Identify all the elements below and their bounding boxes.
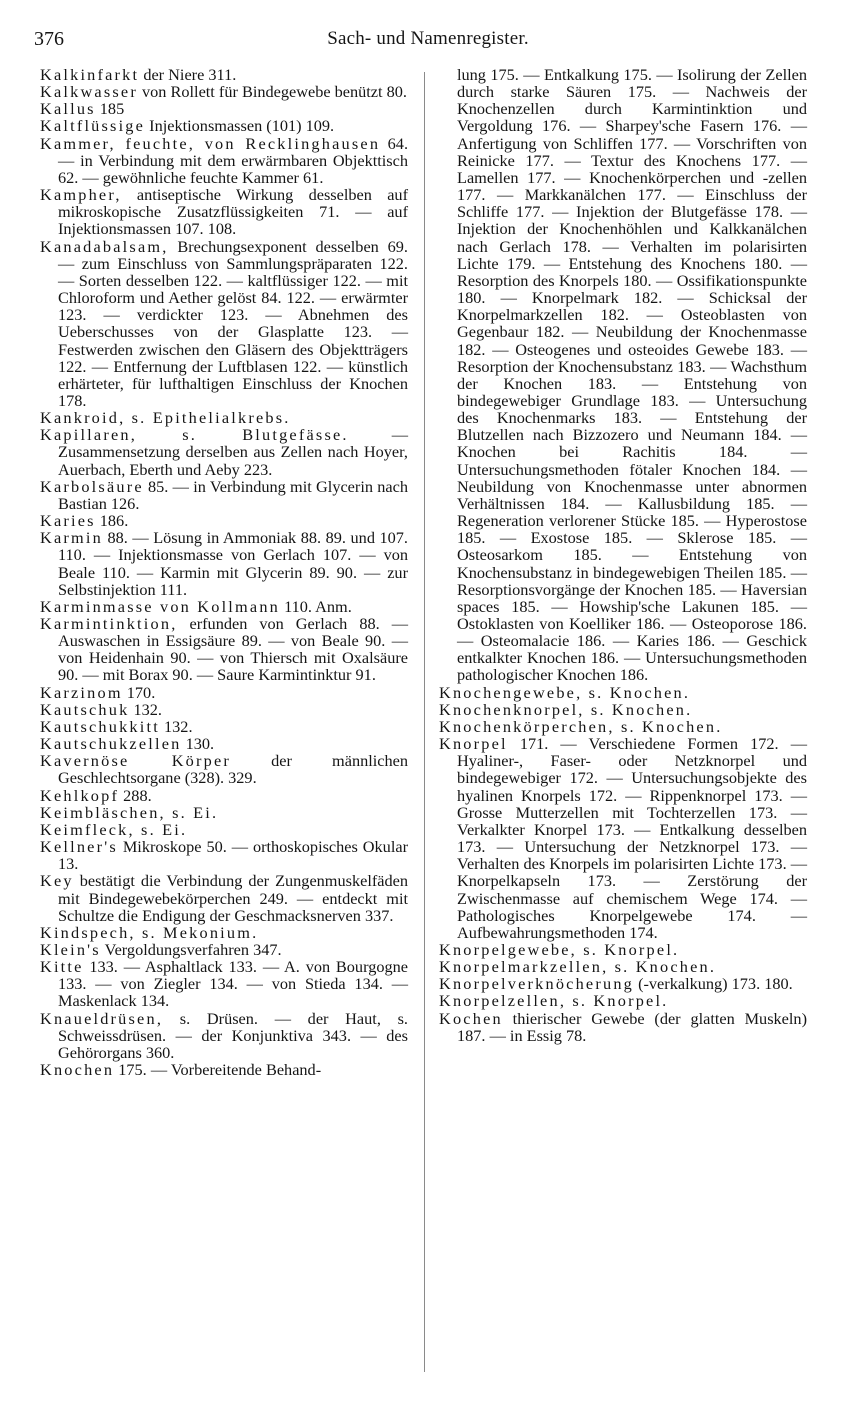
index-entry [439,975,807,992]
entry-keyword: Kehlkopf [40,785,120,805]
entry-text: lung 175. — Entkalkung 175. — Isolirung der Zellen durch starke Säuren 175. — Nachweis der Knochenzellen durch Karmintinktion und Vergoldung 176. — Sharpey'sche Fasern 176. — Anfertigung von Schliffen 177. — Vorschriften von Reinicke 177. — Textur des Knochens 177. — Lamellen 177. — Knochenkörperchen und -zellen 177. — Markkanälchen 177. — Einschluss der Schliffe 177. — Injektion der Blutgefässe 178. — Injektion der Knochenhöhlen und Kalkkanälchen nach Gerlach 178. — Verhalten im polarisirten Lichte 179. — Entstehung des Knochens 180. — Resorption des Knorpels 180. — Ossifikationspunkte 180. — Knorpelmark 182. — Schicksal der Knorpelmarkzellen 182. — Osteoblasten von Gegenbaur 182. — Neubildung der Knochenmasse 182. — Osteogenes und osteoides Gewebe 183. — Resorption der Knochensubstanz 183. — Wachsthum der Knochen 183. — Entstehung von bindegewebiger Grundlage 183. — Untersuchung des Knochenmarks 183. — Entstehung der Blutzellen nach Bizzozero und Neumann 184. — Knochen bei Rachitis 184. — Untersuchungsmethoden fötaler Knochen 184. — Neubildung von Knochenmasse unter abnormen Verhältnissen 184. — Kallusbildung 185. — Regeneration verlorener Stücke 185. — Hyperostose 185. — Exostose 185. — Sklerose 185. — Osteosarkom 185. — Entstehung von Knochensubstanz in bindegewebigen Theilen 185. — Resorptionsvorgänge der Knochen 185. — Haversian spaces 185. — Howship'sche Lakunen 185. — Ostoklasten von Koelliker 186. — Osteoporose 186. — Osteomalacie 186. — Karies 186. — Geschick entkalkter Knochen 186. — Untersuchungsmethoden pathologischer Knochen 186. [457,65,807,685]
entry-text: 185 [95,99,125,119]
index-entry [40,478,408,512]
entry-keyword: Kellner's [40,837,118,857]
entry-keyword: Kalkinfarkt [40,65,140,84]
entry-text: 130. [181,734,215,754]
entry-text: — Zusammensetzung derselben aus Zellen nach Hoyer, Auerbach, Eberth und Aeby 223. [58,425,408,479]
index-entry [439,941,807,958]
entry-keyword: Knorpelverknöcherung [439,974,634,994]
entry-text: 175. — Vorbereitende Behand- [114,1060,322,1080]
index-entry [40,752,408,786]
entry-text: antiseptische Wirkung desselben auf mikroskopische Zusatzflüssigkeiten 71. — auf Injektionsmassen 107. 108. [58,185,408,239]
entry-keyword: Knochenkörperchen, s. Knochen. [439,716,723,736]
entry-text: 85. — in Verbindung mit Glycerin nach Bastian 126. [58,476,408,513]
index-entry [40,100,408,117]
index-entry [40,1010,408,1061]
entry-text: 132. [159,716,193,736]
index-entry [40,804,408,821]
index-entry [40,684,408,701]
entry-keyword: Kautschukkitt [40,716,160,736]
entry-text: Brechungsexponent desselben 69. — zum Einschluss von Sammlungspräparaten 122. — Sorten desselben 122. — kaltflüssiger 122. — mit Chloroform und Aether gelöst 84. 122. — erwärmter 123. — verdickter 123. — Abnehmen des Ueberschusses von der Glasplatte 123. — Festwerden zwischen den Gläsern des Objektträgers 122. — Entfernung der Luftblasen 122. — künstlich erhärteter, für lufthaltigen Einschluss der Knochen 178. [58,236,408,410]
entry-keyword: Karminmasse von Kollmann [40,596,281,616]
index-entry [439,701,807,718]
entry-keyword: Keimbläschen, s. Ei. [40,802,219,822]
index-entry [40,872,408,923]
page-header [34,28,822,52]
entry-keyword: Kammer, feuchte, von Recklinghausen [40,133,381,153]
entry-keyword: Knochen [40,1060,115,1080]
entry-keyword: Knaueldrüsen, [40,1008,164,1028]
entry-keyword: Kanadabalsam, [40,236,169,256]
entry-text: von Rollett für Bindegewebe benützt 80. [137,82,407,102]
page-number: 376 [34,28,64,50]
entry-text: 171. — Verschiedene Formen 172. — Hyaliner-, Faser- oder Netzknorpel und bindegewebiger 172. — Untersuchungsobjekte des hyalinen Knorpels 172. — Rippenknorpel 173. — Grosse Mutterzellen mit Tochterzellen 173. — Verkalkter Knorpel 173. — Entkalkung desselben 173. — Untersuchung der Netzknorpel 173. — Verhalten des Knorpels im polarisirten Lichte 173. — Knorpelkapseln 173. — Zerstörung der Zwischenmasse auf chemischem Wege 174. — Pathologisches Knorpelgewebe 174. — Aufbewahrungsmethoden 174. [457,734,807,942]
entry-text: der Niere 311. [139,65,237,84]
index-entry [40,821,408,838]
entry-keyword: Knorpelgewebe, s. Knorpel. [439,939,680,959]
entry-text: thierischer Gewebe (der glatten Muskeln) 187. — in Essig 78. [457,1008,807,1045]
index-entry [40,598,408,615]
index-entry [40,186,408,237]
index-entry [40,529,408,598]
entry-keyword: Knorpelzellen, s. Knorpel. [439,991,669,1011]
entry-keyword: Kampher, [40,185,122,205]
entry-keyword: Karzinom [40,682,123,702]
entry-keyword: Kautschuk [40,699,130,719]
index-entry [40,117,408,134]
entry-keyword: Knochenknorpel, s. Knochen. [439,699,693,719]
entry-text: 133. — Asphaltlack 133. — A. von Bourgogne 133. — von Ziegler 134. — von Stieda 134. — Maskenlack 134. [58,957,408,1011]
index-entry [439,1010,807,1044]
right-column [439,66,807,1044]
running-title: Sach- und Namenregister. [327,28,529,49]
entry-keyword: Kallus [40,99,96,119]
entry-keyword: Karmin [40,528,103,548]
entry-text: Vergoldungsverfahren 347. [100,939,282,959]
index-entry [40,735,408,752]
index-entry-continuation [439,66,807,684]
entry-text: 88. — Lösung in Ammoniak 88. 89. und 107. 110. — Injektionsmasse von Gerlach 107. — von Beale 110. — Karmin mit Glycerin 89. 90. — zur Selbstinjektion 111. [58,528,408,599]
entry-keyword: Kochen [439,1008,503,1028]
index-entry [40,958,408,1009]
entry-keyword: Kautschukzellen [40,734,182,754]
entry-text: 132. [129,699,162,719]
entry-keyword: Knorpel [439,734,508,754]
entry-text: Injektionsmassen (101) 109. [145,116,335,136]
entry-text: 186. [95,511,129,531]
entry-text: 64. — in Verbindung mit dem erwärmbaren Objekttisch 62. — gewöhnliche feuchte Kammer 61. [58,133,409,187]
index-entry [40,238,408,410]
entry-text: 288. [119,785,152,805]
entry-keyword: Klein's [40,939,101,959]
index-entry [40,426,408,477]
entry-keyword: Kavernöse Körper [40,751,232,771]
entry-keyword: Kankroid, s. Epithelialkrebs. [40,408,291,428]
index-entry [439,992,807,1009]
index-entry [40,83,408,100]
index-entry [40,718,408,735]
entry-text: Mikroskope 50. — orthoskopisches Okular 13. [58,837,408,874]
entry-keyword: Karies [40,511,96,531]
entry-text: (-verkalkung) 173. 180. [634,974,793,994]
index-entry [439,958,807,975]
entry-text: 110. Anm. [280,596,352,616]
entry-text: bestätigt die Verbindung der Zungenmuskelfäden mit Bindegewebekörperchen 249. — entdeckt mit Schultze die Endigung der Geschmacksnerven 337. [58,871,408,925]
entry-keyword: Kitte [40,957,84,977]
index-entry [40,924,408,941]
entry-keyword: Kaltflüssige [40,116,146,136]
index-entry [40,66,408,83]
index-entry [40,409,408,426]
entry-text: erfunden von Gerlach 88. — Auswaschen in Essigsäure 89. — von Beale 90. — von Heidenhain 90. — von Thiersch mit Oxalsäure 90. — mit Borax 90. — Saure Karmintinktur 91. [58,614,408,685]
entry-keyword: Kapillaren, s. Blutgefässe. [40,425,349,445]
index-entry [439,718,807,735]
entry-keyword: Knochengewebe, s. Knochen. [439,682,691,702]
entry-keyword: Kindspech, s. Mekonium. [40,922,259,942]
index-entry [40,135,408,186]
index-entry [40,615,408,684]
column-divider [424,72,425,1372]
index-entry [40,787,408,804]
entry-keyword: Kalkwasser [40,82,138,102]
entry-text: s. Drüsen. — der Haut, s. Schweissdrüsen. — der Konjunktiva 343. — des Gehörorgans 360. [58,1008,408,1062]
index-entry [40,701,408,718]
entry-keyword: Keimfleck, s. Ei. [40,819,188,839]
entry-keyword: Karmintinktion, [40,614,178,633]
entry-keyword: Key [40,871,74,891]
entry-text: der männlichen Geschlechtsorgane (328). 329. [58,751,409,788]
index-entry [40,838,408,872]
left-column [40,66,408,1078]
index-entry [439,684,807,701]
entry-text: 170. [122,682,156,702]
entry-keyword: Knorpelmarkzellen, s. Knochen. [439,957,717,977]
index-entry [40,941,408,958]
index-entry [40,1061,408,1078]
index-entry [439,735,807,941]
index-entry [40,512,408,529]
entry-keyword: Karbolsäure [40,476,144,496]
